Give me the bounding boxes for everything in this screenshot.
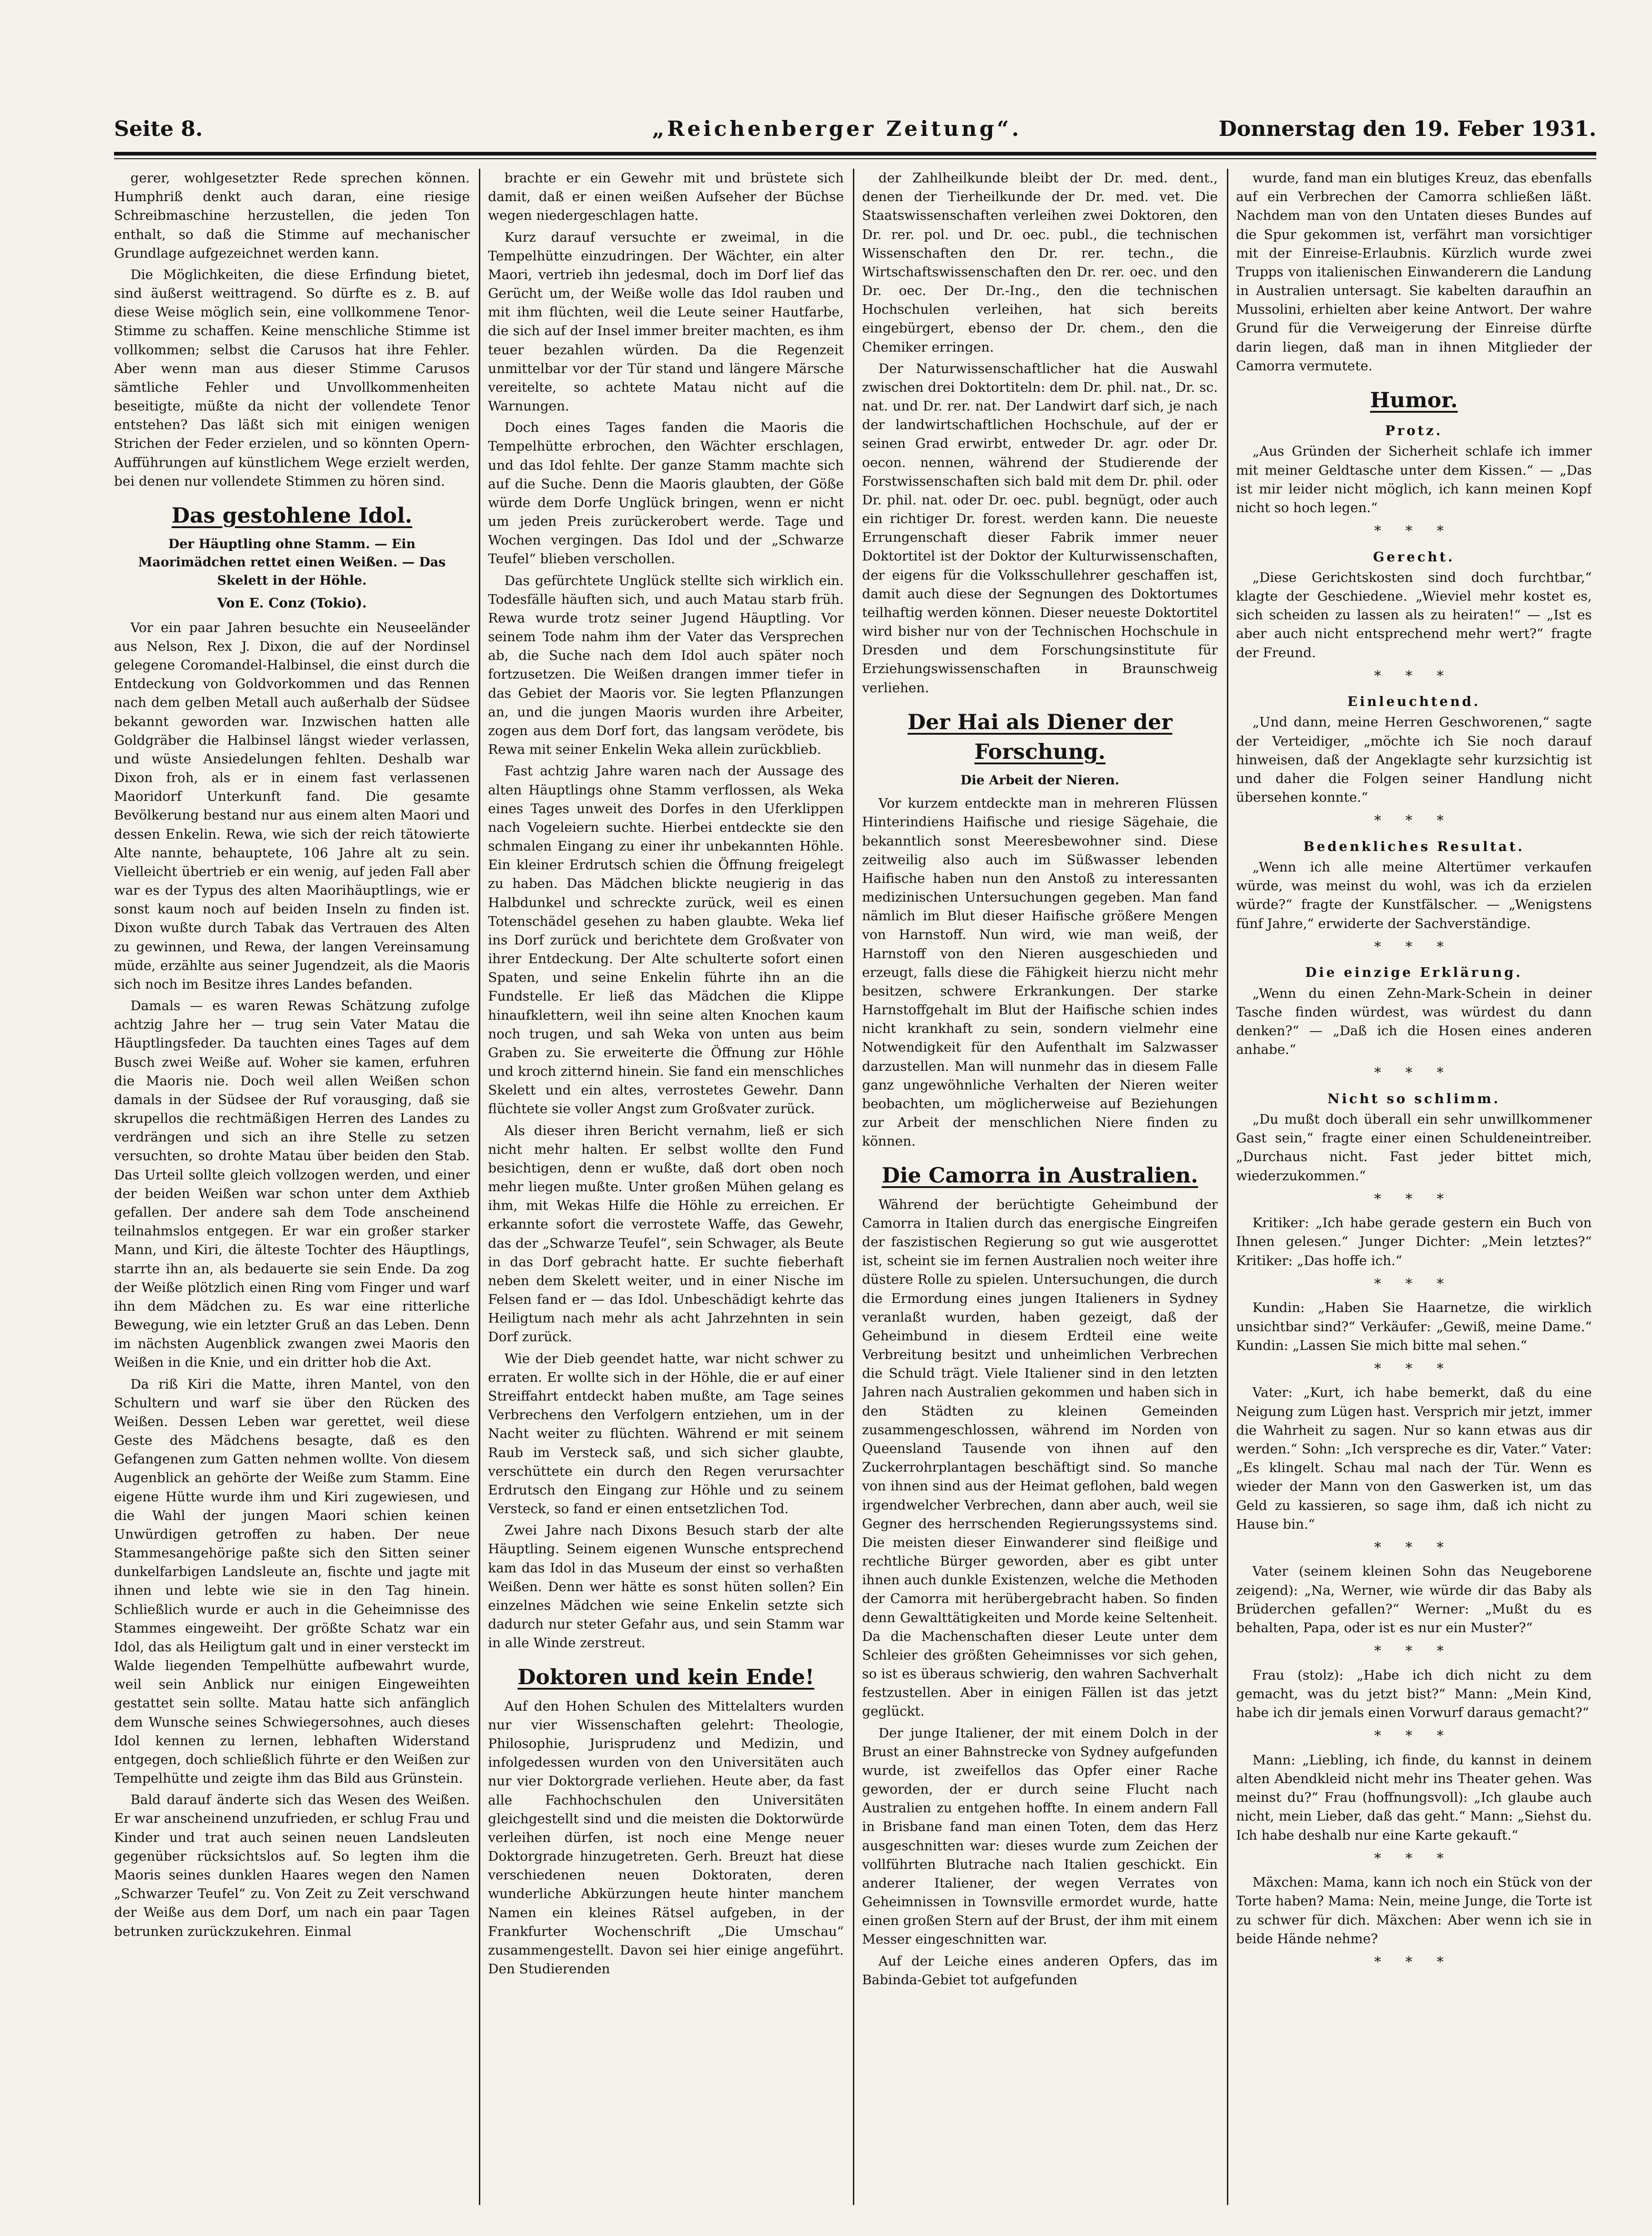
article-subtitle: Die Arbeit der Nieren. <box>960 773 1120 788</box>
joke-text: Kritiker: „Ich habe gerade gestern ein Buch von Ihnen gelesen.“ Junger Dichter: „Mein letztes?“ Kritiker: „Das hoffe ich.“ <box>1236 1215 1592 1268</box>
joke-text: „Aus Gründen der Sicherheit schlafe ich immer mit meiner Geldtasche unter dem Kissen.“ — „Das ist mir leider nicht möglich, ich kann meinen Kopf nicht so hoch legen.“ <box>1236 443 1592 515</box>
joke-text: Mann: „Liebling, ich finde, du kannst in deinem alten Abendkleid nicht mehr ins Theater gehen. Was meinst du?“ Frau (hoffnungsvoll): „Ich glaube auch nicht, mein Lieber, daß das geht.“ Mann: „Siehst du. Ich habe deshalb nur eine Karte gekauft.“ <box>1236 1752 1592 1843</box>
paragraph: Wie der Dieb geendet hatte, war nicht schwer zu erraten. Er wollte sich in der Höhle, die er auf einer Streiffahrt entdeckt haben mußte, am Tage seines Verbrechens den Verfolgern entziehen, um in der Nacht weiter zu flüchten. Während er mit seinem Raub im Versteck saß, und sich sicher glaubte, verschüttete ein durch den Regen verursachter Erdrutsch den Eingang zur Höhle und zu seinem Versteck, so fand er einen entsetzlichen Tod. <box>488 1350 844 1517</box>
paragraph: wurde, fand man ein blutiges Kreuz, das ebenfalls auf ein Verbrechen der Camorra schließen läßt. Nachdem man von den Untaten dieses Bundes auf die Spur gekommen ist, verfährt man vorsichtiger mit der Einreise-Erlaubnis. Kürzlich wurde zwei Trupps von italienischen Einwanderern die Landung in Australien untersagt. Sie kabelten daraufhin an Mussolini, erhielten aber keine Antwort. Der wahre Grund für die Verweigerung der Einreise dürfte darin liegen, daß man in ihnen Mitglieder der Camorra vermutete. <box>1236 170 1592 374</box>
joke-text: „Wenn du einen Zehn-Mark-Schein in deiner Tasche finden würdest, was würdest du dann denken?“ — „Daß ich die Hosen eines anderen anhabe.“ <box>1236 985 1592 1058</box>
paragraph: Doch eines Tages fanden die Maoris die Tempelhütte erbrochen, den Wächter erschlagen, und das Idol fehlte. Der ganze Stamm machte sich auf die Suche. Denn die Maoris glaubten, der Göße würde dem Dorfe Unglück bringen, wenn er nicht um jeden Preis zurückerobert werde. Tage und Wochen vergingen. Das Idol und der „Schwarze Teufel“ blieben verschollen. <box>488 420 844 567</box>
column-1 <box>114 169 470 2205</box>
paragraph: Bald darauf änderte sich das Wesen des Weißen. Er war anscheinend unzufrieden, er schlug Frau und Kinder und trat auch seinen neuen Landsleuten gegenüber rücksichtslos auf. So legten ihm die Maoris seines dunklen Haares wegen den Namen „Schwarzer Teufel“ zu. Von Zeit zu Zeit verschwand der Weiße aus dem Dorf, um nach ein paar Tagen betrunken zurückzukehren. Einmal <box>114 1792 470 1939</box>
joke-text: Vater (seinem kleinen Sohn das Neugeborene zeigend): „Na, Werner, wie würde dir das Baby als Brüderchen gefallen?“ Werner: „Mußt du es behalten, Papa, oder ist es nur ein Muster?“ <box>1236 1563 1592 1635</box>
page-number: Seite 8. <box>114 116 203 141</box>
joke-text: „Diese Gerichtskosten sind doch furchtbar,“ klagte der Geschiedene. „Wieviel mehr kostet es, sich scheiden zu lassen als zu heiraten!“ — „Ist es aber auch nicht entsprechend mehr wert?“ fragte der Freund. <box>1236 569 1592 660</box>
separator-stars: * * * <box>1374 939 1454 955</box>
paragraph: brachte er ein Gewehr mit und brüstete sich damit, daß er einen weißen Aufseher der Büchse wegen niedergeschlagen hatte. <box>488 170 844 223</box>
separator-stars: * * * <box>1374 813 1454 829</box>
paragraph: Während der berüchtigte Geheimbund der Camorra in Italien durch das energische Eingreifen der faszistischen Regierung so gut wie ausgerottet ist, scheint sie im fernen Australien noch weiter ihre düstere Rolle zu spielen. Untersuchungen, die durch die Ermordung eines jungen Italieners in Sydney veranlaßt wurden, haben gezeigt, daß der Geheimbund in diesem Erdteil eine weite Verbreitung besitzt und unheimlichen Verbrechen die Schuld trägt. Viele Italiener sind in den letzten Jahren nach Australien gekommen und haben sich in den Städten zu kleinen Gemeinden zusammengeschlossen, während im Norden von Queensland Tausende von ihnen auf den Zuckerrohrplantagen beschäftigt sind. So manche von ihnen sind aus der Heimat geflohen, bald wegen irgendwelcher Verbrechen, dann aber auch, weil sie Gegner des herrschenden Regierungssystems sind. Die meisten dieser Einwanderer sind fleißige und rechtliche Bürger geworden, aber es gibt unter ihnen auch dunkle Existenzen, welche die Methoden der Camorra mit herübergebracht haben. So finden denn Gewalttätigkeiten und Morde keine Seltenheit. Da die Machenschaften dieser Leute unter dem Schleier des größten Geheimnisses vor sich gehen, so ist es überaus schwierig, den wahren Sachverhalt festzustellen. Aber in einigen Fällen ist das jetzt geglückt. <box>862 1196 1218 1719</box>
columns <box>114 169 1596 2205</box>
article-title: Die Camorra in Australien. <box>882 1163 1198 1188</box>
paragraph: Das gefürchtete Unglück stellte sich wirklich ein. Todesfälle häuften sich, und auch Matau starb früh. Rewa wurde trotz seiner Jugend Häuptling. Vor seinem Tode nahm ihm der Vater das Versprechen ab, die Suche nach dem Idol auch später noch fortzusetzen. Die Weißen drangen immer tiefer in das Gebiet der Maoris vor. Sie legten Pflanzungen an, und die jungen Maoris wurden ihre Arbeiter, zogen aus dem Dorf fort, das langsam verödete, bis Rewa mit seiner Enkelin Weka allein zurückblieb. <box>488 572 844 757</box>
column-divider <box>1227 169 1228 2205</box>
joke-title: Protz. <box>1385 423 1443 439</box>
paragraph: Auf der Leiche eines anderen Opfers, das im Babinda-Gebiet tot aufgefunden <box>862 1953 1218 1987</box>
separator-stars: * * * <box>1374 1643 1454 1660</box>
joke-text: „Wenn ich alle meine Altertümer verkaufen würde, was meinst du wohl, was ich da erzielen würde?“ fragte der Kunstfälscher. — „Wenigstens fünf Jahre,“ erwiderte der Sachverständige. <box>1236 859 1592 931</box>
column-divider <box>853 169 854 2205</box>
separator-stars: * * * <box>1374 1191 1454 1207</box>
separator-stars: * * * <box>1374 1539 1454 1556</box>
separator-stars: * * * <box>1374 1360 1454 1377</box>
joke-title: Einleuchtend. <box>1347 694 1481 710</box>
article-title: Das gestohlene Idol. <box>171 503 412 528</box>
masthead-rule-thin <box>114 158 1596 159</box>
paragraph: Die Möglichkeiten, die diese Erfindung bietet, sind äußerst weittragend. So dürfte es z. B. auf diese Weise möglich sein, eine vollkommene Tenor-Stimme zu schaffen. Keine menschliche Stimme ist vollkommen; selbst die Carusos hat ihre Fehler. Aber wenn man aus dieser Stimme Carusos sämtliche Fehler und Unvollkommenheiten beseitigte, müßte da nicht der vollendete Tenor entstehen? Das läßt sich mit einigen wenigen Strichen der Feder erzielen, und so könnten Opern-Aufführungen auf künstlichem Wege erzielt werden, bei denen nur vollendete Stimmen zu hören sind. <box>114 266 470 489</box>
paragraph: Zwei Jahre nach Dixons Besuch starb der alte Häuptling. Seinem eigenen Wunsche entsprechend kam das Idol in das Museum der einst so verhaßten Weißen. Denn wer hätte es sonst hüten sollen? Ein einzelnes Mädchen wie seine Enkelin setzte sich dadurch nur steter Gefahr aus, und sein Stamm war in alle Winde zerstreut. <box>488 1522 844 1651</box>
paragraph: Vor kurzem entdeckte man in mehreren Flüssen Hinterindiens Haifische und riesige Sägehaie, die bekanntlich sonst Meeresbewohner sind. Diese zeitweilig also auch im Süßwasser lebenden Haifische haben nun den Anstoß zu interessanten medizinischen Untersuchungen gegeben. Man fand nämlich im Blut dieser Haifische größere Mengen von Harnstoff. Nun wird, wie man weiß, der Harnstoff von den Nieren ausgeschieden und erzeugt, falls diese die Fähigkeit hierzu nicht mehr besitzen, schwere Erkrankungen. Der starke Harnstoffgehalt im Blut der Haifische schien indes nicht krankhaft zu sein, sondern vielmehr eine Notwendigkeit für den Aufenthalt im Salzwasser darzustellen. Man will nunmehr das in diesem Falle ganz ungewöhnliche Verhalten der Nieren weiter beobachten, um möglicherweise auf Beziehungen zur Arbeit der menschlichen Niere finden zu können. <box>862 795 1218 1149</box>
column-2 <box>488 169 844 2205</box>
paragraph: Da riß Kiri die Matte, ihren Mantel, von den Schultern und warf sie über den Rücken des Weißen. Dessen Leben war gerettet, weil diese Geste des Mädchens besagte, daß es den Gefangenen zum Gatten nehmen wollte. Von diesem Augenblick an gehörte der Weiße zum Stamm. Eine eigene Hütte wurde ihm und Kiri zugewiesen, und die Wahl der jungen Maori schien keinen Unwürdigen getroffen zu haben. Der neue Stammesangehörige paßte sich den Sitten seiner dunkelfarbigen Landsleute an, fischte und jagte mit ihnen und lebte wie sie in den Tag hinein. Schließlich wurde er auch in die Geheimnisse des Stammes eingeweiht. Der größte Schatz war ein Idol, das als Heiligtum galt und in einer versteckt im Walde liegenden Tempelhütte aufbewahrt wurde, weil sein Anblick nur einigen Eingeweihten gestattet sein sollte. Matau hatte sich anfänglich dem Wunsche seines Schwiegersohnes, auch dieses Idol kennen zu lernen, lebhaften Widerstand entgegen, doch schließlich führte er den Weißen zur Tempelhütte und zeigte ihm das Bild aus Grünstein. <box>114 1376 470 1786</box>
paragraph: Der junge Italiener, der mit einem Dolch in der Brust an einer Bahnstrecke von Sydney aufgefunden wurde, ist zweifellos das Opfer einer Rache geworden, der er durch seine Flucht nach Australien zu entgehen hoffte. In einem andern Fall in Brisbane fand man einen Toten, dem das Herz ausgeschnitten war: dieses wurde zum Zeichen der vollführten Blutrache nach Italien geschickt. Ein anderer Italiener, der wegen Verrates von Geheimnissen in Townsville ermordet wurde, hatte einen großen Stern auf der Brust, der ihm mit einem Messer eingeschnitten war. <box>862 1725 1218 1947</box>
paragraph: Als dieser ihren Bericht vernahm, ließ er sich nicht mehr halten. Er selbst wollte den Fund besichtigen, denn er wußte, daß dort oben noch mehr liegen mußte. Unter großen Mühen gelang es ihm, mit Wekas Hilfe die Höhle zu erreichen. Er erkannte sofort die verrostete Waffe, das Gewehr, das der „Schwarze Teufel“, sein Schwager, als Beute in das Dorf gebracht hatte. Er suchte fieberhaft neben dem Skelett weiter, und in einer Nische im Felsen fand er — das Idol. Unbeschädigt kehrte das Heiligtum nach mehr als acht Jahrzehnten in sein Dorf zurück. <box>488 1122 844 1345</box>
article-title: Doktoren und kein Ende! <box>517 1665 815 1690</box>
separator-stars: * * * <box>1374 1276 1454 1292</box>
paragraph: der Zahlheilkunde bleibt der Dr. med. dent., denen der Tierheilkunde der Dr. med. vet. Die Staatswissenschaften verleihen zwei Doktoren, den Dr. rer. pol. und Dr. oec. publ., die technischen Wissenschaften den Dr. rer. techn., die Wirtschaftswissenschaften den Dr. rer. oec. und den Dr. oec. Der Dr.-Ing., den die technischen Hochschulen verleihen, hat sich bereits eingebürgert, ebenso der Dr. chem., den die Chemiker erringen. <box>862 170 1218 355</box>
joke-title: Nicht so schlimm. <box>1327 1090 1501 1106</box>
masthead <box>114 116 1596 153</box>
paragraph: Damals — es waren Rewas Schätzung zufolge achtzig Jahre her — trug sein Vater Matau die Häuptlingsfeder. Da tauchten eines Tages auf dem Busch zwei Weiße auf. Woher sie kamen, erfuhren die Maoris nie. Doch weil allen Weißen schon damals in der Südsee der Ruf vorausging, daß sie skrupellos die rechtmäßigen Herren des Landes zu verdrängen und sich an ihre Stelle zu setzen versuchten, so drohte Matau über beiden den Stab. Das Urteil sollte gleich vollzogen werden, und einer der beiden Weißen war schon unter dem Axthieb gefallen. Der andere sah dem Tode anscheinend teilnahmslos entgegen. Er war ein großer starker Mann, und Kiri, die älteste Tochter des Häuptlings, starrte ihn an, als bedauerte sie sein Ende. Da zog der Weiße plötzlich einen Ring vom Finger und warf ihn dem Mädchen zu. Es war eine ritterliche Bewegung, wie ein letzter Gruß an das Leben. Denn im nächsten Augenblick zwangen zwei Maoris den Weißen in die Knie, und ein dritter hob die Axt. <box>114 998 470 1370</box>
joke-list <box>1236 421 1592 1972</box>
paragraph: Vor ein paar Jahren besuchte ein Neuseeländer aus Nelson, Rex J. Dixon, die auf der Nordinsel gelegene Coromandel-Halbinsel, die einst durch die Entdeckung von Goldvorkommen und das Rennen nach dem gelben Metall auch außerhalb der Südsee bekannt geworden war. Inzwischen hatten alle Goldgräber die Halbinsel längst wieder verlassen, und wüste Ansiedelungen fehlten. Deshalb war Dixon froh, als er in einem fast verlassenen Maoridorf Unterkunft fand. Die gesamte Bevölkerung bestand nur aus einem alten Maori und dessen Enkelin. Rewa, wie sich der reich tätowierte Alte nannte, behauptete, 106 Jahre alt zu sein. Vielleicht übertrieb er ein wenig, auf jeden Fall aber war es der Typus des alten Maorihäuptlings, wie er sonst kaum noch auf beiden Inseln zu finden ist. Dixon wußte durch Tabak das Vertrauen des Alten zu gewinnen, und Rewa, der langen Vereinsamung müde, erzählte aus seiner Jugendzeit, als die Maoris sich noch im Besitze ihres Landes befanden. <box>114 619 470 992</box>
masthead-rule <box>114 152 1596 156</box>
separator-stars: * * * <box>1374 1954 1454 1970</box>
paragraph: Kurz darauf versuchte er zweimal, in die Tempelhütte einzudringen. Der Wächter, ein alter Maori, vertrieb ihn jedesmal, doch im Dorf lief das Gerücht um, der Weiße wolle das Idol rauben und mit ihm flüchten, weil die Leute seiner Hautfarbe, die sich auf der Insel immer breiter machten, es ihm teuer bezahlen würden. Da die Regenzeit unmittelbar vor der Tür stand und längere Märsche vereitelte, so achtete Matau nicht auf die Warnungen. <box>488 229 844 414</box>
separator-stars: * * * <box>1374 1728 1454 1744</box>
separator-stars: * * * <box>1374 668 1454 684</box>
paragraph: Der Naturwissenschaftlicher hat die Auswahl zwischen drei Doktortiteln: dem Dr. phil. nat., Dr. sc. nat. und Dr. rer. nat. Der Landwirt darf sich, je nach der landwirtschaftlichen Hochschule, auf der er seinen Grad erwirbt, entweder Dr. agr. oder Dr. oecon. nennen, während der Studierende der Forstwissenschaften sich bald mit dem Dr. phil. oder Dr. phil. nat. oder Dr. oec. publ. begnügt, oder auch ein richtiger Dr. forest. werden kann. Die neueste Errungenschaft dieser Fabrik immer neuer Doktortitel ist der Doktor der Kulturwissenschaften, der eigens für die Volksschullehrer geschaffen ist, damit auch diese der Segnungen des Doktortumes teilhaftig werden können. Dieser neueste Doktortitel wird bisher nur von der Technischen Hochschule in Dresden und dem Forschungsinstitute für Erziehungswissenschaften in Braunschweig verliehen. <box>862 360 1218 695</box>
joke-text: Vater: „Kurt, ich habe bemerkt, daß du eine Neigung zum Lügen hast. Versprich mir jetzt, immer die Wahrheit zu sagen. Nur so kann etwas aus dir werden.“ Sohn: „Ich verspreche es dir, Vater.“ Vater: „Es klingelt. Schau mal nach der Tür. Wenn es wieder der Mann von den Gaswerken ist, um das Geld zu kassieren, so sage ihm, daß ich nicht zu Hause bin.“ <box>1236 1385 1592 1532</box>
separator-stars: * * * <box>1374 1065 1454 1081</box>
newspaper-page <box>114 116 1596 2205</box>
joke-title: Die einzige Erklärung. <box>1305 965 1523 981</box>
joke-text: Mäxchen: Mama, kann ich noch ein Stück von der Torte haben? Mama: Nein, meine Junge, die Torte ist zu schwer für dich. Mäxchen: Aber wenn ich sie in beide Hände nehme? <box>1236 1874 1592 1946</box>
article-title: Der Hai als Diener der Forschung. <box>907 709 1173 764</box>
column-4 <box>1236 169 1592 2205</box>
paragraph: Fast achtzig Jahre waren nach der Aussage des alten Häuptlings ohne Stamm verflossen, als Weka eines Tages unweit des Dorfes in den Uferklippen nach Vogeleiern suchte. Hierbei entdeckte sie den schmalen Eingang zu einer ihr unbekannten Höhle. Ein kleiner Erdrutsch schien die Öffnung freigelegt zu haben. Das Mädchen blickte neugierig in das Halbdunkel und schreckte zurück, weil es einen Totenschädel gesehen zu haben glaubte. Weka lief ins Dorf zurück und berichtete dem Großvater von ihrer Entdeckung. Der Alte schulterte sofort einen Spaten, und seine Enkelin führte ihn an die Fundstelle. Er ließ das Mädchen die Klippe hinaufklettern, weil ihn seine alten Knochen kaum noch trugen, und sah Weka von unten aus beim Graben zu. Sie erweiterte die Öffnung zur Höhle und kroch zitternd hinein. Sie fand ein menschliches Skelett und ein altes, verrostetes Gewehr. Dann flüchtete sie voller Angst zum Großvater zurück. <box>488 763 844 1117</box>
column-3 <box>862 169 1218 2205</box>
separator-stars: * * * <box>1374 523 1454 540</box>
joke-text: Frau (stolz): „Habe ich dich nicht zu dem gemacht, was du jetzt bist?“ Mann: „Mein Kind, habe ich dir jemals einen Vorwurf daraus gemacht?“ <box>1236 1667 1592 1721</box>
issue-date: Donnerstag den 19. Feber 1931. <box>1218 116 1596 141</box>
joke-title: Gerecht. <box>1373 549 1455 565</box>
paragraph: gerer, wohlgesetzter Rede sprechen können. Humphriß denkt auch daran, eine riesige Schreibmaschine herzustellen, die jeden Ton enthalt, so daß die Stimme auf mechanischer Grundlage aufgezeichnet werden kann. <box>114 170 470 261</box>
joke-text: Kundin: „Haben Sie Haarnetze, die wirklich unsichtbar sind?“ Verkäufer: „Gewiß, meine Dame.“ Kundin: „Lassen Sie mich bitte mal sehen.“ <box>1236 1300 1592 1353</box>
section-title-humor: Humor. <box>1370 387 1458 412</box>
article-byline: Von E. Conz (Tokio). <box>217 595 367 611</box>
separator-stars: * * * <box>1374 1850 1454 1867</box>
joke-title: Bedenkliches Resultat. <box>1303 838 1525 854</box>
paper-title: „Reichenberger Zeitung“. <box>652 116 1022 141</box>
article-subtitle: Der Häuptling ohne Stamm. — Ein Maorimädchen rettet einen Weißen. — Das Skelett in der Höhle. <box>138 536 446 588</box>
joke-text: „Und dann, meine Herren Geschworenen,“ sagte der Verteidiger, „möchte ich Sie noch darauf hinweisen, daß der Angeklagte sehr kurzsichtig ist und daher die Folgen seiner Handlung nicht übersehen konnte.“ <box>1236 714 1592 805</box>
joke-text: „Du mußt doch überall ein sehr unwillkommener Gast sein,“ fragte einer einen Schuldeneintreiber. „Durchaus nicht. Fast jeder bittet mich, wiederzukommen.“ <box>1236 1111 1592 1183</box>
column-divider <box>479 169 480 2205</box>
paragraph: Auf den Hohen Schulen des Mittelalters wurden nur vier Wissenschaften gelehrt: Theologie, Philosophie, Jurisprudenz und Medizin, und infolgedessen wurden von den Universitäten auch nur vier Doktorgrade verliehen. Heute aber, da fast alle Fachhochschulen den Universitäten gleichgestellt sind und die meisten die Doktorwürde verleihen dürfen, ist noch eine Menge neuer Doktorgrade hinzugetreten. Gerh. Breuzt hat diese verschiedenen neuen Doktoraten, deren wunderliche Abkürzungen heute hinter manchem Namen ein kleines Rätsel aufgeben, in der Frankfurter Wochenschrift „Die Umschau“ zusammengestellt. Davon sei hier einige angeführt. Den Studierenden <box>488 1698 844 1977</box>
